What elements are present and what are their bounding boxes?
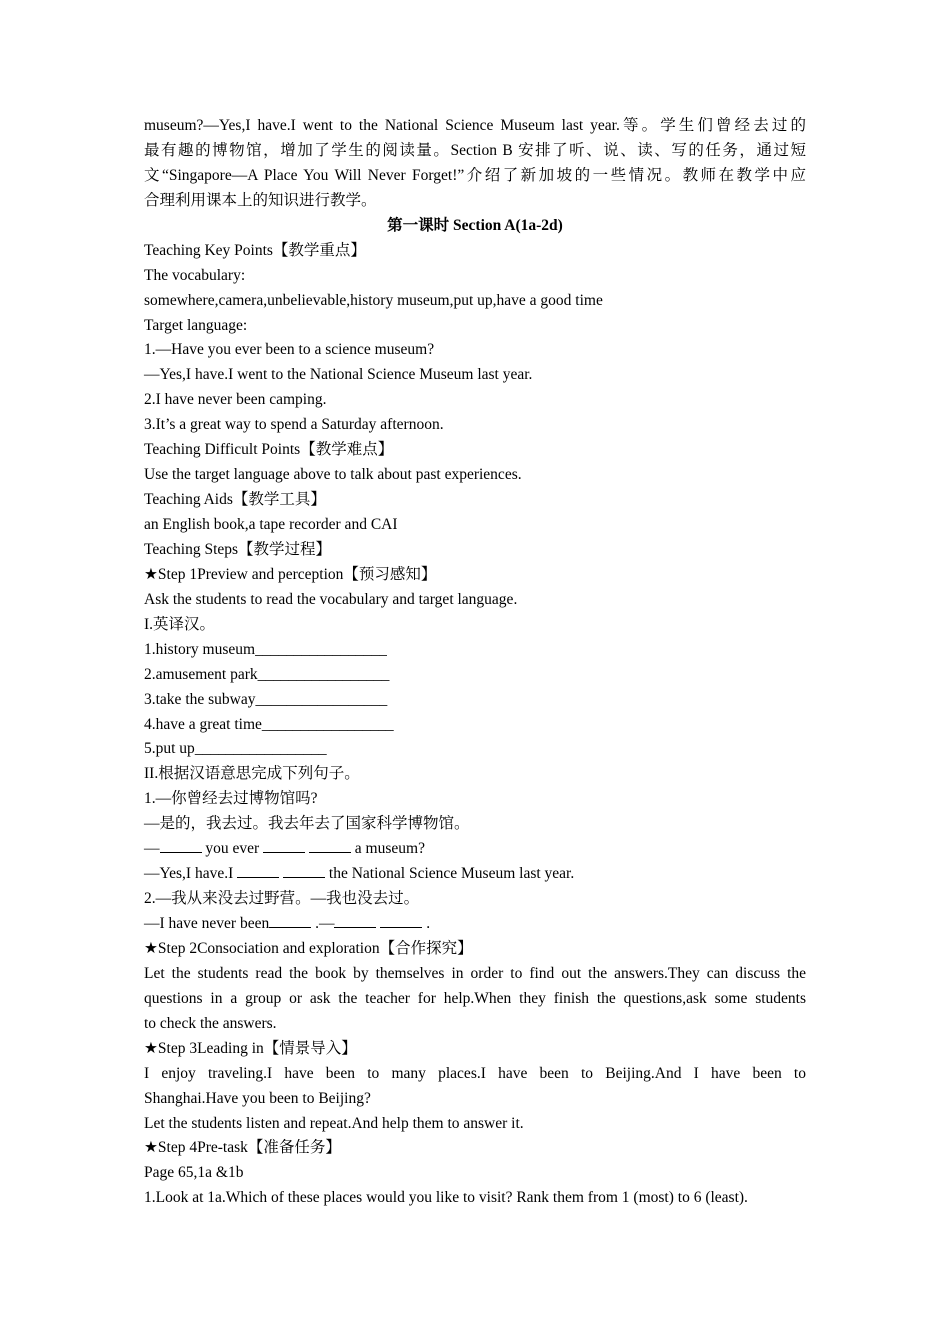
vocabulary-label: The vocabulary: <box>144 266 246 284</box>
answer-blank: _________________ <box>255 640 387 658</box>
intro-line: 合理利用课本上的知识进行教学。 <box>144 191 377 209</box>
answer-blank <box>380 913 422 928</box>
exercise-item-text: 4.have a great time <box>144 715 262 733</box>
sentence-part: —I have never been <box>144 915 270 932</box>
exercise2-title: II.根据汉语意思完成下列句子。 <box>144 765 360 783</box>
key-points-heading: Teaching Key Points【教学重点】 <box>144 241 366 259</box>
lesson-title: 第一课时 Section A(1a-2d) <box>387 216 563 234</box>
sentence-part: . <box>422 915 431 932</box>
step4-page-ref: Page 65,1a &1b <box>144 1164 244 1182</box>
answer-blank: _________________ <box>257 665 390 683</box>
answer-blank <box>283 863 325 878</box>
sentence-part: — <box>144 840 160 858</box>
teaching-steps-heading: Teaching Steps【教学过程】 <box>144 540 332 558</box>
difficult-points-heading: Teaching Difficult Points【教学难点】 <box>144 441 394 459</box>
answer-blank: _________________ <box>261 715 394 733</box>
sentence-part: you ever <box>201 840 264 858</box>
step2-text: questions in a group or ask the teacher for help.When they finish the questions,ask some students <box>144 989 806 1007</box>
step2-text: to check the answers. <box>144 1014 277 1032</box>
answer-blank <box>309 838 351 853</box>
difficult-points-text: Use the target language above to talk about past experiences. <box>144 466 522 484</box>
exercise-item <box>144 663 806 688</box>
answer-blank: _________________ <box>194 740 327 758</box>
exercise-item <box>144 638 806 663</box>
intro-line: 最有趣的博物馆，增加了学生的阅读量。Section B 安排了听、说、读、写的任务，通过短 <box>144 141 806 159</box>
exercise-item-text: 3.take the subway <box>144 690 256 708</box>
target-sentence: 3.It’s a great way to spend a Saturday afternoon. <box>144 416 444 434</box>
exercise1-title: I.英译汉。 <box>144 615 216 633</box>
target-sentence: 2.I have never been camping. <box>144 391 327 409</box>
target-sentence: 1.—Have you ever been to a science museum? <box>144 341 435 359</box>
question-english <box>144 912 806 937</box>
intro-line: 文“Singapore—A Place You Will Never Forget!”介绍了新加坡的一些情况。教师在教学中应 <box>144 166 806 184</box>
step2-heading: ★Step 2Consociation and exploration【合作探究】 <box>144 939 473 957</box>
target-language-label: Target language: <box>144 316 248 334</box>
exercise-item <box>144 713 806 738</box>
document-page <box>144 114 806 1211</box>
question-english <box>144 837 806 862</box>
step3-text: Shanghai.Have you been to Beijing? <box>144 1089 371 1107</box>
answer-blank <box>263 838 305 853</box>
target-sentence: —Yes,I have.I went to the National Science Museum last year. <box>144 366 533 384</box>
question-chinese: —是的，我去过。我去年去了国家科学博物馆。 <box>144 815 470 833</box>
exercise-item <box>144 737 806 762</box>
step4-heading: ★Step 4Pre-task【准备任务】 <box>144 1139 341 1157</box>
answer-blank <box>334 913 376 928</box>
vocabulary-list: somewhere,camera,unbelievable,history museum,put up,have a good time <box>144 291 603 309</box>
answer-blank <box>160 838 202 853</box>
answer-blank: _________________ <box>255 690 388 708</box>
step2-text: Let the students read the book by themselves in order to find out the answers.They can discuss the <box>144 964 806 982</box>
answer-blank <box>237 863 279 878</box>
question-chinese: 2.—我从来没去过野营。—我也没去过。 <box>144 890 420 908</box>
sentence-part: a museum? <box>350 840 425 858</box>
question-english <box>144 862 806 887</box>
sentence-part: —Yes,I have.I <box>144 865 238 883</box>
answer-blank <box>269 913 311 928</box>
exercise-item-text: 5.put up <box>144 740 195 758</box>
teaching-aids-heading: Teaching Aids【教学工具】 <box>144 491 326 509</box>
step4-task: 1.Look at 1a.Which of these places would you like to visit? Rank them from 1 (most) to 6 (least). <box>144 1189 748 1207</box>
exercise-item <box>144 688 806 713</box>
sentence-part: the National Science Museum last year. <box>325 865 575 883</box>
step1-heading: ★Step 1Preview and perception【预习感知】 <box>144 565 437 583</box>
question-chinese: 1.—你曾经去过博物馆吗? <box>144 790 318 808</box>
exercise-item-text: 1.history museum <box>144 640 256 658</box>
exercise-item-text: 2.amusement park <box>144 665 258 683</box>
step3-text: I enjoy traveling.I have been to many places.I have been to Beijing.And I have been to <box>144 1064 806 1082</box>
step1-instruction: Ask the students to read the vocabulary and target language. <box>144 590 518 608</box>
intro-line: museum?—Yes,I have.I went to the National Science Museum last year.等。学生们曾经去过的 <box>144 117 806 134</box>
teaching-aids-text: an English book,a tape recorder and CAI <box>144 516 398 533</box>
sentence-part: .— <box>311 915 335 932</box>
step3-heading: ★Step 3Leading in【情景导入】 <box>144 1039 357 1057</box>
step3-text: Let the students listen and repeat.And help them to answer it. <box>144 1114 524 1132</box>
